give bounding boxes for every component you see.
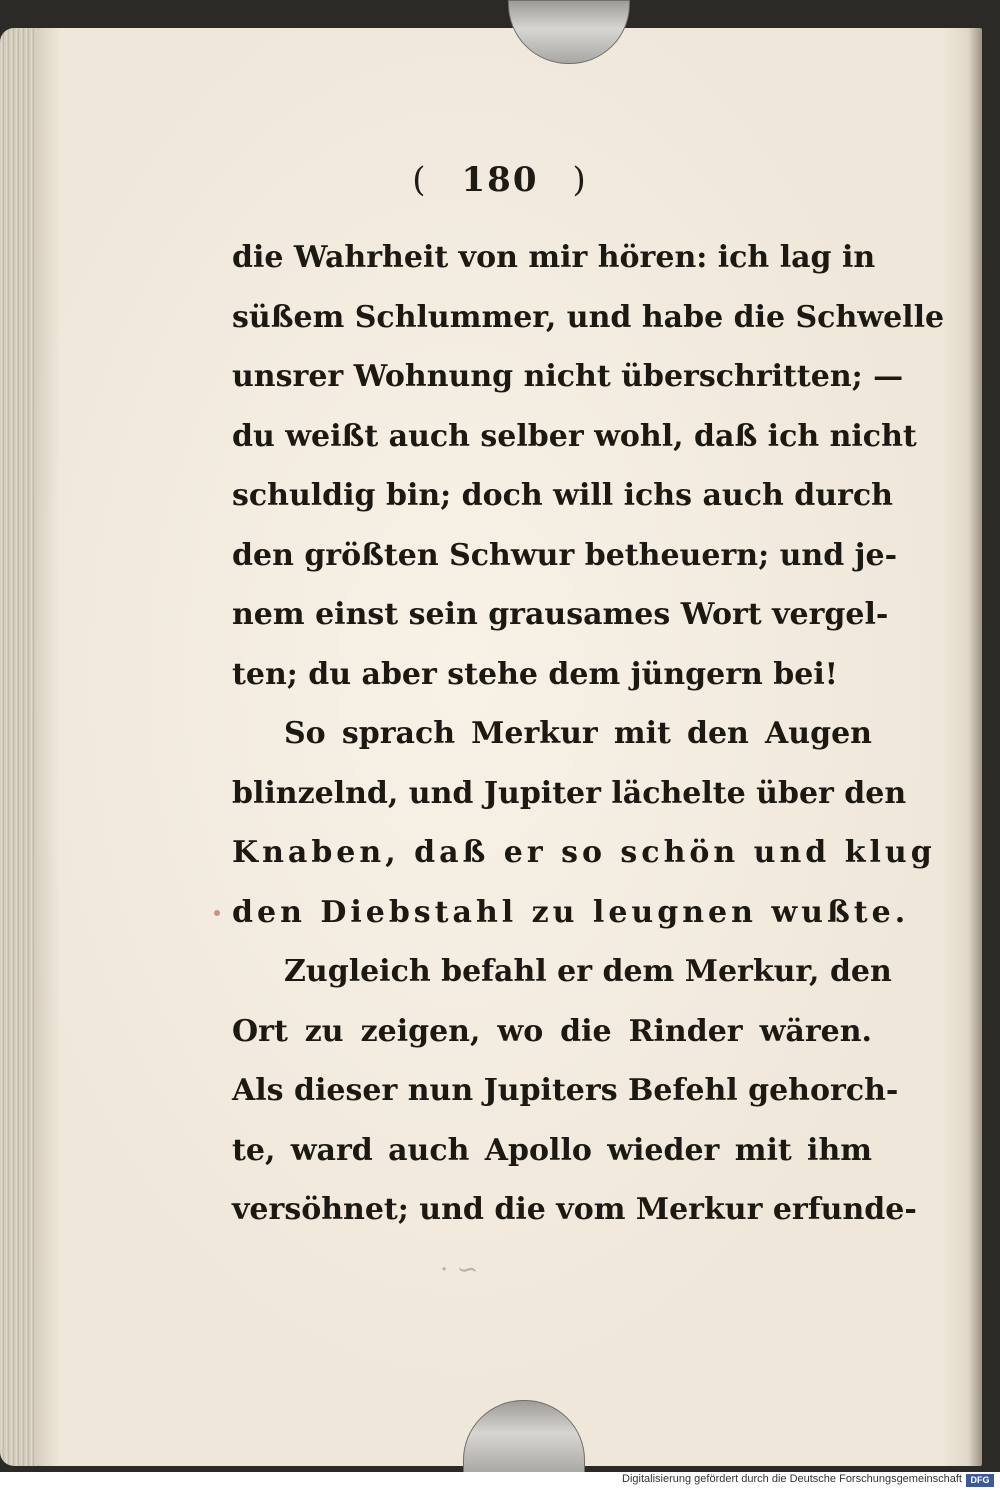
text-line: die Wahrheit von mir hören: ich lag in <box>232 240 876 275</box>
text-line: ten; du aber stehe dem jüngern bei! <box>232 656 838 692</box>
faint-ink-mark: · ∽ <box>440 1255 479 1285</box>
text-line: schuldig bin; doch will ichs auch durch <box>232 478 893 513</box>
text-line: den Diebstahl zu leugnen wußte. <box>232 894 910 930</box>
footer-bar <box>0 1472 1000 1490</box>
text-line: Knaben, daß er so schön und klug <box>232 835 936 870</box>
page-number: 180 <box>461 160 539 200</box>
text-line: Ort zu zeigen, wo die Rinder wären. <box>232 1013 872 1049</box>
ink-speck <box>214 910 220 916</box>
paragraph-start-line: So sprach Merkur mit den Augen <box>284 716 872 751</box>
text-line: nem einst sein grausames Wort vergel- <box>232 597 889 632</box>
dfg-logo-icon: DFG <box>966 1474 994 1487</box>
page-number-open-paren: ( <box>412 160 428 200</box>
text-line: te, ward auch Apollo wieder mit ihm <box>232 1132 872 1168</box>
text-line: unsrer Wohnung nicht überschritten; — <box>232 359 904 394</box>
text-line: den größten Schwur betheuern; und je- <box>232 537 898 573</box>
text-line: süßem Schlummer, und habe die Schwelle <box>232 299 945 335</box>
text-line: du weißt auch selber wohl, daß ich nicht <box>232 418 917 454</box>
page-number-close-paren: ) <box>572 160 588 200</box>
text-line: Als dieser nun Jupiters Befehl gehorch- <box>232 1073 899 1108</box>
text-line: versöhnet; und die vom Merkur erfunde- <box>232 1192 917 1227</box>
text-line: blinzelnd, und Jupiter lächelte über den <box>232 775 907 811</box>
footer-credit: Digitalisierung gefördert durch die Deutsche Forschungsgemeinschaft <box>622 1473 962 1485</box>
body-text <box>232 232 945 1244</box>
paragraph-start-line: Zugleich befahl er dem Merkur, den <box>284 954 892 989</box>
page-number-header <box>0 160 1000 200</box>
